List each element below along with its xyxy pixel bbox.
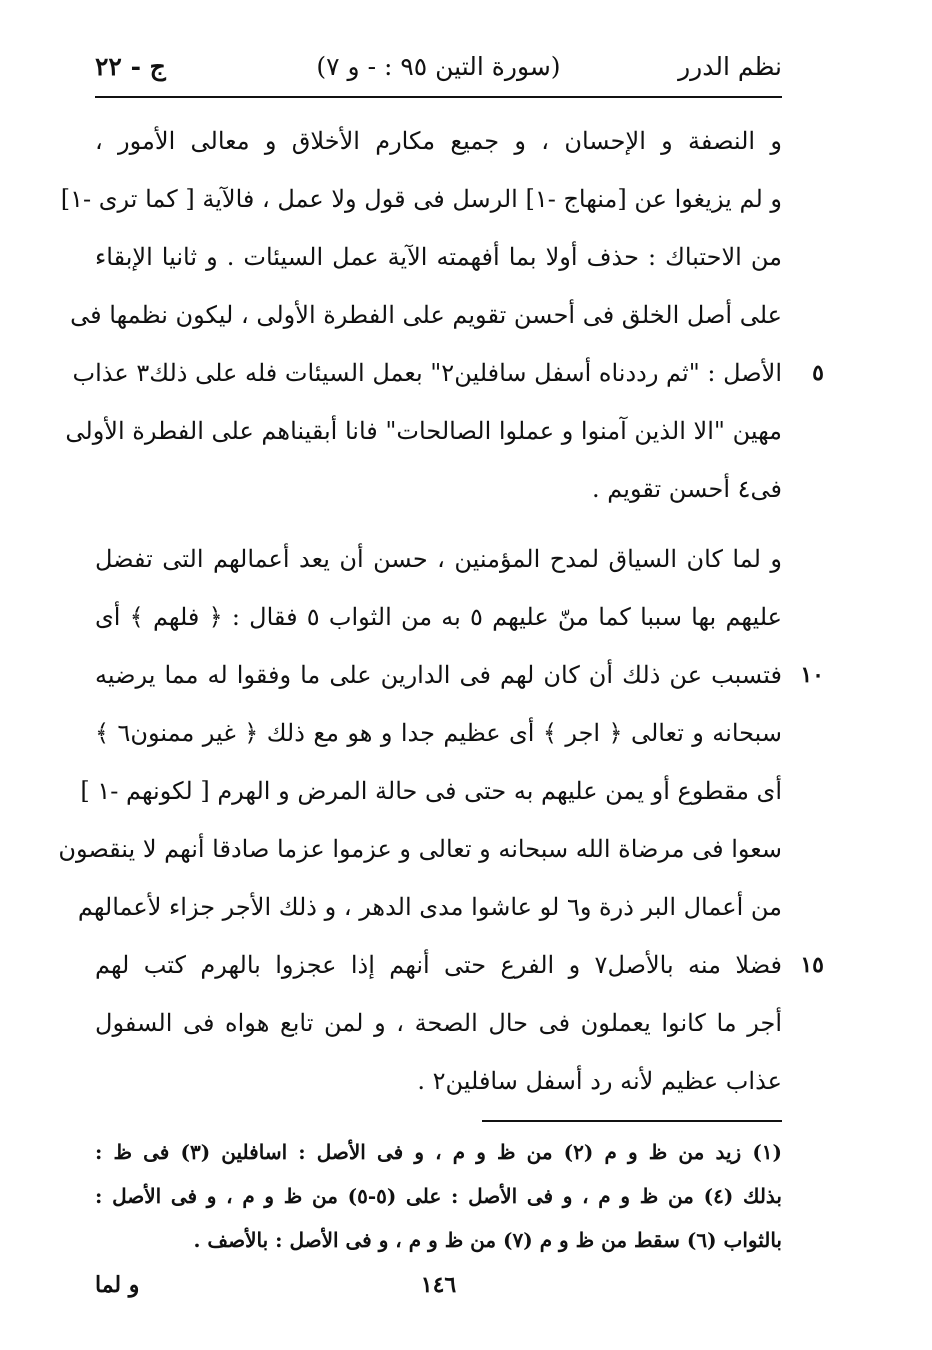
line-number: ١٠ — [800, 662, 824, 688]
line-number: ١٥ — [800, 952, 824, 978]
text-line: عليهم بها سببا كما منّ عليهم ٥ به من الثواب ٥ فقال : ﴿ فلهم ﴾ أى — [95, 603, 782, 631]
text-line: فى٤ أحسن تقويم . — [592, 475, 782, 503]
volume-number: ج - ٢٢ — [95, 52, 166, 81]
book-title: نظم الدرر — [678, 52, 782, 81]
text-line: عذاب عظيم لأنه رد أسفل سافلين٢ . — [417, 1067, 782, 1095]
book-page — [58, 40, 824, 1310]
text-line: سعوا فى مرضاة الله سبحانه و تعالى و عزموا عزما صادقا أنهم لا ينقصون — [58, 835, 782, 863]
footnotes — [95, 1130, 782, 1262]
text-line: ٥ الأصل : "ثم رددناه أسفل سافلين٢" بعمل السيئات فله على ذلك٣ عذاب — [95, 344, 782, 402]
text-line: ١٥ فضلا منه بالأصل٧ و الفرع حتى أنهم إذا عجزوا بالهرم كتب لهم — [95, 936, 782, 994]
text-line: و لما كان السياق لمدح المؤمنين ، حسن أن يعد أعمالهم التى تفضل — [95, 545, 782, 573]
footnote-line: (١) زيد من ظ و م (٢) من ظ و م ، و فى الأصل : اسافلين (٣) فى ظ : — [95, 1140, 782, 1164]
footnote-divider — [482, 1120, 782, 1122]
surah-reference: (سورة التين ٩٥ : - و ٧) — [316, 52, 561, 81]
text-line: ١٠ فتسبب عن ذلك أن كان لهم فى الدارين على ما وفقوا له مما يرضيه — [95, 646, 782, 704]
text-line: و لم يزيغوا عن [منهاج -١] الرسل فى قول ولا عمل ، فالآية [ كما ترى -١] — [60, 185, 782, 213]
text-line: سبحانه و تعالى ﴿ اجر ﴾ أى عظيم جدا و هو مع ذلك ﴿ غير ممنون٦ ﴾ — [95, 719, 782, 747]
main-text — [58, 112, 824, 1110]
footnote-line: بالثواب (٦) سقط من ظ و م (٧) من ظ و م ، و فى الأصل : بالأصف . — [193, 1228, 782, 1252]
text-line: من الاحتباك : حذف أولا بما أفهمته الآية عمل السيئات . و ثانيا الإبقاء — [95, 243, 782, 271]
line-number: ٥ — [812, 360, 824, 386]
text-line: على أصل الخلق فى أحسن تقويم على الفطرة الأولى ، ليكون نظمها فى — [70, 301, 782, 329]
running-header — [95, 40, 782, 98]
text-line: أى مقطوع أو يمن عليهم به حتى فى حالة المرض و الهرم [ لكونهم -١ ] — [80, 777, 782, 805]
footnote-line: بذلك (٤) من ظ و م ، و فى الأصل : على (٥-٥) من ظ و م ، و فى الأصل : — [95, 1184, 782, 1208]
text-line: من أعمال البر ذرة و٦ لو عاشوا مدى الدهر ، و ذلك الأجر جزاء لأعمالهم — [77, 893, 782, 921]
text-line: و النصفة و الإحسان ، و جميع مكارم الأخلاق و معالى الأمور ، — [95, 127, 782, 155]
text-line: أجر ما كانوا يعملون فى حال الصحة ، و لمن تابع هواه فى السفول — [95, 1009, 782, 1037]
text-line: مهين "الا الذين آمنوا و عملوا الصالحات" فانا أبقيناهم على الفطرة الأولى — [65, 417, 782, 445]
catchword: و لما — [95, 1272, 140, 1298]
page-footer — [95, 1268, 782, 1318]
page-number: ١٤٦ — [420, 1272, 457, 1298]
